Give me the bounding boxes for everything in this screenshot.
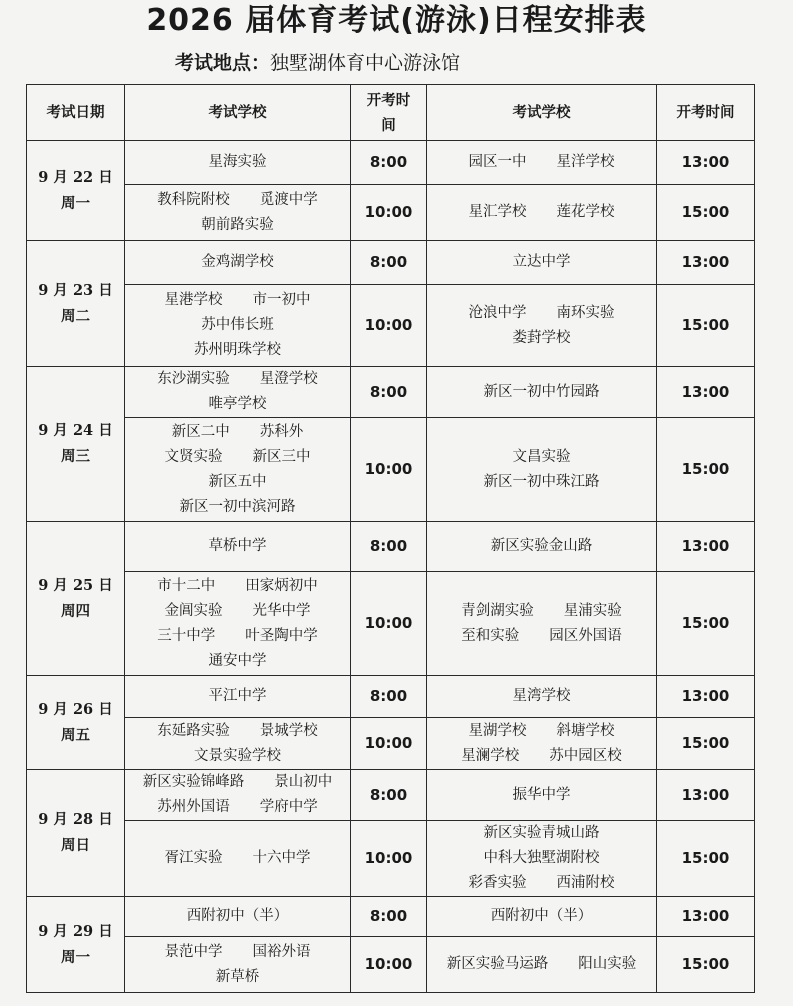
afternoon-schools-cell: [427, 676, 657, 718]
exam-date-cell: [27, 897, 125, 993]
school-name: 苏州明珠学校: [194, 342, 281, 358]
school-name: 草桥中学: [208, 538, 267, 554]
school-name: 星洋学校: [556, 154, 615, 170]
school-line: [129, 846, 346, 871]
afternoon-start-time: 13:00: [657, 141, 755, 185]
school-line: [431, 470, 652, 495]
exam-venue: [175, 48, 460, 78]
morning-schools-cell: [125, 285, 351, 367]
school-line: [129, 649, 346, 674]
afternoon-schools-cell: [427, 522, 657, 572]
school-name: 莲花学校: [556, 204, 615, 220]
schedule-table: [26, 84, 755, 993]
afternoon-schools-cell: [427, 572, 657, 676]
morning-schools-cell: [125, 821, 351, 897]
school-line: [431, 445, 652, 470]
afternoon-start-time: 13:00: [657, 897, 755, 937]
afternoon-schools-cell: [427, 821, 657, 897]
school-name: 新区实验青城山路: [483, 825, 600, 841]
afternoon-schools-cell: [427, 367, 657, 418]
school-name: 田家炳初中: [245, 577, 318, 594]
school-line: [129, 338, 346, 363]
school-line: [431, 719, 652, 744]
school-name: 苏中园区校: [549, 747, 622, 764]
morning-start-time: 10:00: [351, 821, 427, 897]
table-row: [27, 676, 755, 718]
school-line: [431, 846, 652, 871]
school-name: 文昌实验: [512, 448, 571, 465]
morning-start-time: 8:00: [351, 676, 427, 718]
school-line: [431, 150, 652, 175]
school-name: 园区外国语: [549, 627, 622, 644]
school-name: 彩香实验: [468, 875, 527, 891]
morning-schools-cell: [125, 897, 351, 937]
school-name: 学府中学: [259, 799, 318, 815]
morning-schools-cell: [125, 770, 351, 821]
exam-weekday: 周四: [61, 602, 90, 620]
afternoon-schools-cell: [427, 285, 657, 367]
morning-start-time: 8:00: [351, 522, 427, 572]
morning-start-time: 10:00: [351, 418, 427, 522]
morning-schools-cell: [125, 718, 351, 770]
school-name: 斜塘学校: [556, 722, 615, 739]
school-name: 新区实验锦峰路: [142, 774, 245, 790]
afternoon-start-time: 15:00: [657, 821, 755, 897]
table-row: [27, 821, 755, 897]
header-row: [27, 85, 755, 141]
school-line: [129, 719, 346, 744]
table-row: [27, 141, 755, 185]
school-line: [431, 821, 652, 846]
exam-weekday: 周二: [61, 307, 90, 325]
school-name: 沧浪中学: [468, 304, 527, 321]
morning-start-time: 8:00: [351, 770, 427, 821]
morning-start-time: 10:00: [351, 937, 427, 993]
table-row: [27, 367, 755, 418]
morning-schools-cell: [125, 367, 351, 418]
school-line: [431, 783, 652, 808]
school-name: 振华中学: [512, 786, 571, 803]
school-line: [129, 495, 346, 520]
school-name: 三十中学: [157, 627, 216, 644]
header-time-afternoon: 开考时间: [657, 85, 755, 141]
school-line: [129, 599, 346, 624]
afternoon-start-time: 13:00: [657, 676, 755, 718]
school-line: [129, 744, 346, 769]
table-row: [27, 285, 755, 367]
school-name: 景山初中: [274, 774, 333, 790]
afternoon-start-time: 15:00: [657, 418, 755, 522]
morning-start-time: 8:00: [351, 241, 427, 285]
school-line: [129, 965, 346, 990]
school-line: [129, 420, 346, 445]
school-name: 星澄学校: [259, 371, 318, 387]
school-name: 至和实验: [461, 627, 520, 644]
exam-date: 9 月 23 日: [38, 281, 113, 299]
exam-weekday: 周三: [61, 448, 90, 465]
morning-start-time: 8:00: [351, 141, 427, 185]
school-name: 南环实验: [556, 304, 615, 321]
school-name: 金阊实验: [164, 602, 223, 619]
school-line: [129, 213, 346, 238]
morning-schools-cell: [125, 185, 351, 241]
school-line: [129, 904, 346, 929]
afternoon-start-time: 15:00: [657, 937, 755, 993]
school-name: 星汇学校: [468, 204, 527, 220]
school-line: [431, 534, 652, 559]
school-name: 唯亭学校: [208, 396, 267, 412]
exam-date: 9 月 25 日: [38, 576, 113, 594]
afternoon-schools-cell: [427, 141, 657, 185]
afternoon-schools-cell: [427, 418, 657, 522]
school-name: 星湖学校: [468, 722, 527, 739]
school-name: 园区一中: [468, 154, 527, 170]
school-name: 朝前路实验: [201, 216, 274, 233]
school-name: 西附初中（半）: [490, 908, 593, 924]
school-name: 苏中伟长班: [201, 317, 274, 333]
school-name: 国裕外语: [252, 943, 311, 960]
afternoon-schools-cell: [427, 937, 657, 993]
school-name: 觅渡中学: [259, 191, 318, 208]
school-name: 文景实验学校: [194, 747, 281, 764]
morning-start-time: 10:00: [351, 718, 427, 770]
exam-date: 9 月 26 日: [38, 700, 113, 718]
school-name: 胥江实验: [164, 850, 223, 866]
header-time-morning: [351, 85, 427, 141]
exam-weekday: 周一: [61, 194, 90, 212]
school-name: 苏科外: [259, 423, 304, 440]
exam-date-cell: [27, 241, 125, 367]
school-name: 星浦实验: [563, 602, 622, 619]
school-name: 十六中学: [252, 850, 311, 866]
school-line: [129, 367, 346, 392]
school-line: [431, 744, 652, 769]
morning-start-time: 8:00: [351, 367, 427, 418]
school-line: [129, 470, 346, 495]
exam-date-cell: [27, 770, 125, 897]
venue-value: 独墅湖体育中心游泳馆: [270, 52, 461, 74]
school-line: [431, 871, 652, 896]
morning-schools-cell: [125, 141, 351, 185]
table-row: [27, 897, 755, 937]
school-name: 青剑湖实验: [461, 602, 534, 619]
afternoon-schools-cell: [427, 770, 657, 821]
morning-schools-cell: [125, 676, 351, 718]
exam-date-cell: [27, 367, 125, 522]
school-name: 星海实验: [208, 154, 267, 170]
school-line: [129, 795, 346, 820]
morning-start-time: 10:00: [351, 285, 427, 367]
school-name: 新区五中: [208, 473, 267, 490]
page-title: 2026 届体育考试(游泳)日程安排表: [146, 3, 647, 38]
school-name: 阳山实验: [578, 956, 637, 972]
afternoon-schools-cell: [427, 897, 657, 937]
school-line: [129, 150, 346, 175]
school-name: 新区二中: [171, 423, 230, 440]
school-line: [129, 624, 346, 649]
table-row: [27, 185, 755, 241]
header-school-afternoon: 考试学校: [427, 85, 657, 141]
exam-date-cell: [27, 676, 125, 770]
morning-start-time: 10:00: [351, 572, 427, 676]
school-name: 新草桥: [215, 968, 260, 985]
school-name: 西附初中（半）: [186, 908, 289, 924]
school-name: 新区实验金山路: [490, 538, 593, 554]
school-line: [129, 313, 346, 338]
school-name: 金鸡湖学校: [201, 254, 274, 270]
school-name: 娄葑学校: [512, 329, 571, 346]
school-name: 教科院附校: [157, 191, 230, 208]
school-name: 景城学校: [259, 722, 318, 739]
morning-schools-cell: [125, 522, 351, 572]
exam-date: 9 月 28 日: [38, 811, 113, 828]
exam-date: 9 月 29 日: [38, 922, 113, 940]
exam-weekday: 周五: [61, 726, 90, 744]
school-name: 星港学校: [164, 292, 223, 308]
school-line: [431, 326, 652, 351]
header-time-morning-line: 开考时: [366, 91, 411, 109]
school-line: [431, 952, 652, 977]
exam-date-cell: [27, 522, 125, 676]
schedule-body: [27, 141, 755, 993]
school-line: [129, 684, 346, 709]
school-name: 东延路实验: [157, 722, 230, 739]
afternoon-start-time: 13:00: [657, 522, 755, 572]
exam-date: 9 月 22 日: [38, 168, 113, 186]
school-line: [431, 599, 652, 624]
header-time-morning-line: 间: [381, 116, 396, 134]
table-row: [27, 572, 755, 676]
school-line: [129, 770, 346, 795]
exam-date: 9 月 24 日: [38, 422, 113, 439]
school-name: 市十二中: [157, 577, 216, 594]
school-line: [129, 250, 346, 275]
school-line: [129, 534, 346, 559]
afternoon-schools-cell: [427, 185, 657, 241]
school-name: 新区一初中竹园路: [483, 383, 600, 400]
school-line: [129, 288, 346, 313]
school-line: [431, 684, 652, 709]
table-row: [27, 770, 755, 821]
afternoon-start-time: 15:00: [657, 572, 755, 676]
school-line: [431, 380, 652, 405]
school-name: 西浦附校: [556, 875, 615, 891]
school-line: [431, 904, 652, 929]
school-name: 新区一初中珠江路: [483, 473, 600, 490]
school-name: 新区实验马运路: [446, 956, 549, 972]
school-name: 叶圣陶中学: [245, 627, 318, 644]
school-line: [129, 445, 346, 470]
exam-date-cell: [27, 141, 125, 241]
header-date: 考试日期: [27, 85, 125, 141]
school-name: 苏州外国语: [157, 799, 230, 815]
school-name: 光华中学: [252, 602, 311, 619]
afternoon-start-time: 15:00: [657, 185, 755, 241]
table-row: [27, 522, 755, 572]
school-line: [431, 200, 652, 225]
school-name: 星湾学校: [512, 688, 571, 704]
school-line: [129, 188, 346, 213]
morning-start-time: 8:00: [351, 897, 427, 937]
school-line: [431, 250, 652, 275]
table-row: [27, 241, 755, 285]
school-line: [431, 301, 652, 326]
school-name: 立达中学: [512, 254, 571, 270]
school-name: 景范中学: [164, 943, 223, 960]
exam-weekday: 周日: [61, 837, 90, 854]
afternoon-schools-cell: [427, 241, 657, 285]
table-row: [27, 418, 755, 522]
venue-label: 考试地点：: [175, 52, 271, 74]
school-name: 星澜学校: [461, 747, 520, 764]
header-school-morning: 考试学校: [125, 85, 351, 141]
afternoon-start-time: 13:00: [657, 770, 755, 821]
school-line: [129, 392, 346, 417]
morning-start-time: 10:00: [351, 185, 427, 241]
school-name: 中科大独墅湖附校: [483, 850, 600, 866]
school-name: 市一初中: [252, 292, 311, 308]
morning-schools-cell: [125, 241, 351, 285]
morning-schools-cell: [125, 572, 351, 676]
school-name: 文贤实验: [164, 448, 223, 465]
afternoon-schools-cell: [427, 718, 657, 770]
morning-schools-cell: [125, 937, 351, 993]
school-line: [431, 624, 652, 649]
afternoon-start-time: 13:00: [657, 241, 755, 285]
table-row: [27, 937, 755, 993]
afternoon-start-time: 13:00: [657, 367, 755, 418]
school-name: 平江中学: [208, 688, 267, 704]
school-name: 通安中学: [208, 652, 267, 669]
morning-schools-cell: [125, 418, 351, 522]
school-name: 新区一初中滨河路: [179, 498, 296, 515]
school-line: [129, 574, 346, 599]
school-name: 新区三中: [252, 448, 311, 465]
school-line: [129, 940, 346, 965]
school-name: 东沙湖实验: [157, 371, 230, 387]
afternoon-start-time: 15:00: [657, 285, 755, 367]
table-row: [27, 718, 755, 770]
afternoon-start-time: 15:00: [657, 718, 755, 770]
exam-weekday: 周一: [61, 948, 90, 966]
